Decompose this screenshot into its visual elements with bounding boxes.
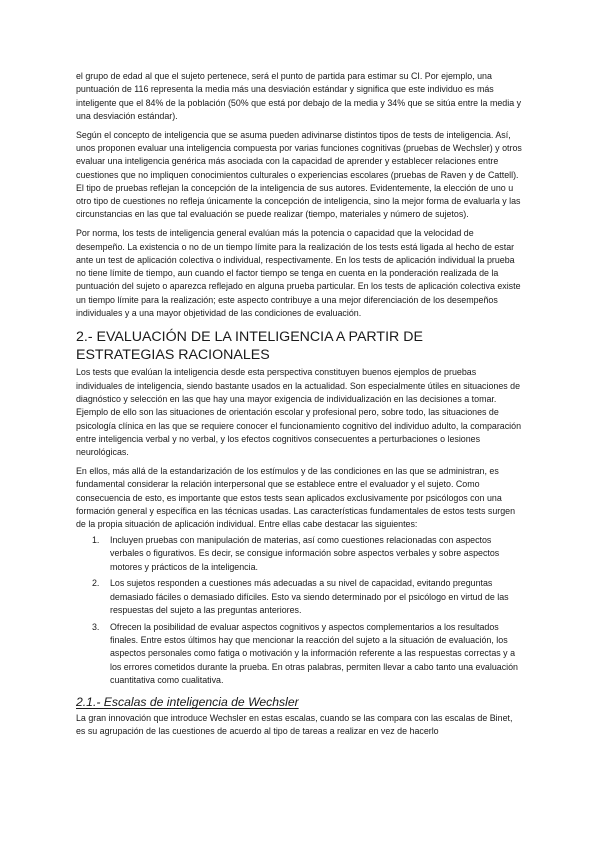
list-item-number: 1.: [92, 534, 100, 545]
subsection-heading-wechsler: 2.1.- Escalas de inteligencia de Wechsler: [76, 695, 299, 710]
paragraph-intelligence-test-types: Según el concepto de inteligencia que se asuma pueden adivinarse distintos tipos de tests de inteligencia. Así, unos proponen evaluar una inteligencia compuesta por varias funciones cognitivas (pruebas de Wechsler) y otros evaluar una inteligencia genérica más asociada con la capacidad de aprender y establecer relaciones entre cuestiones que no impliquen conocimientos culturales o experiencias escolares (pruebas de Raven y de Cattell). El tipo de pruebas reflejan la concepción de la inteligencia de sus autores. Evidentemente, la elección de uno u otro tipo de cuestiones no refleja únicamente la concepción de inteligencia, sino la mejor forma de evaluarla y las circunstancias en las que tal evaluación se puede realizar (tiempo, materiales y número de sujetos).: [76, 129, 522, 220]
characteristics-list: [76, 534, 524, 687]
paragraph-time-limits: Por norma, los tests de inteligencia general evalúan más la potencia o capacidad que la velocidad de desempeño. La existencia o no de un tiempo límite para la realización de los tests está ligada al hecho de estar ante un test de aplicación colectiva o individual, respectivamente. En los tests de aplicación individual la prueba no tiene límite de tiempo, aun cuando el factor tiempo se tenga en cuenta en la ponderación realizada de la puntuación del sujeto o aparezca reflejado en alguna prueba particular. En los tests de aplicación colectiva existe un tiempo límite para la realización; este aspecto contribuye a una mejor diferenciación de los desempeños individuales y a una mayor objetividad de las condiciones de evaluación.: [76, 228, 521, 319]
section-heading-rational-strategies: 2.- EVALUACIÓN DE LA INTELIGENCIA A PARTIR DE ESTRATEGIAS RACIONALES: [76, 329, 423, 364]
paragraph-individual-tests: Los tests que evalúan la inteligencia desde esta perspectiva constituyen buenos ejemplos de pruebas individuales de inteligencia, siendo bastante usados en la actualidad. Son especialmente útiles en situaciones de diagnóstico y selección en las que hay una mayor exigencia de individualización en las decisiones a tomar. Ejemplo de ello son las situaciones de orientación escolar y profesional pero, sobre todo, las situaciones de psicología clínica en las que se requiere conocer el funcionamiento cognitivo del individuo adulto, la comparación entre inteligencia verbal y no verbal, y los efectos cognitivos consecuentes a perturbaciones o lesiones neurológicas.: [76, 367, 522, 458]
paragraph-interpersonal-relation: En ellos, más allá de la estandarización de los estímulos y de las condiciones en las que se administran, es fundamental considerar la relación interpersonal que se establece entre el evaluador y el sujeto. Como consecuencia de esto, es importante que estos tests sean aplicados exclusivamente por psicólogos con una formación general y específica en las técnicas usadas. Las características fundamentales de estos tests surgen de la propia situación de aplicación individual. Entre ellas cabe destacar las siguientes:: [76, 465, 516, 530]
list-item-text: Los sujetos responden a cuestiones más adecuadas a su nivel de capacidad, evitando preguntas demasiado fáciles o demasiado difíciles. Esto va siendo determinado por el psicólogo en virtud de las respuestas del sujeto a las preguntas anteriores.: [110, 578, 509, 615]
list-item-number: 3.: [92, 621, 100, 632]
list-item-text: Ofrecen la posibilidad de evaluar aspectos cognitivos y aspectos complementarios a los resultados finales. Entre estos últimos hay que mencionar la reacción del sujeto a la situación de evaluación, los aspectos personales como fatiga o motivación y la información referente a las respuestas correctas y a los errores cometidos durante la prueba. En otras palabras, permiten llevar a cabo tanto una evaluación cuantitativa como cualitativa.: [110, 621, 518, 685]
list-item: [76, 577, 524, 617]
list-item: [76, 621, 524, 687]
list-item: [76, 534, 524, 574]
paragraph-ci-estimation: el grupo de edad al que el sujeto pertenece, será el punto de partida para estimar su CI. Por ejemplo, una puntuación de 116 representa la media más una desviación estándar y significa que este individuo es más inteligente que el 84% de la población (50% que está por debajo de la media y 34% que se sitúa entre la media y una desviación estándar).: [76, 71, 522, 121]
list-item-text: Incluyen pruebas con manipulación de materias, así como cuestiones relacionadas con aspectos verbales o figurativos. Es decir, se consigue información sobre aspectos verbales y sobre aspectos motores y prácticos de la inteligencia.: [110, 534, 500, 572]
paragraph-wechsler-innovation: La gran innovación que introduce Wechsler en estas escalas, cuando se las compara con las escalas de Binet, es su agrupación de las cuestiones de acuerdo al tipo de tareas a realizar en vez de hacerlo: [76, 713, 513, 737]
page-content: [76, 70, 524, 744]
list-item-number: 2.: [92, 578, 100, 589]
